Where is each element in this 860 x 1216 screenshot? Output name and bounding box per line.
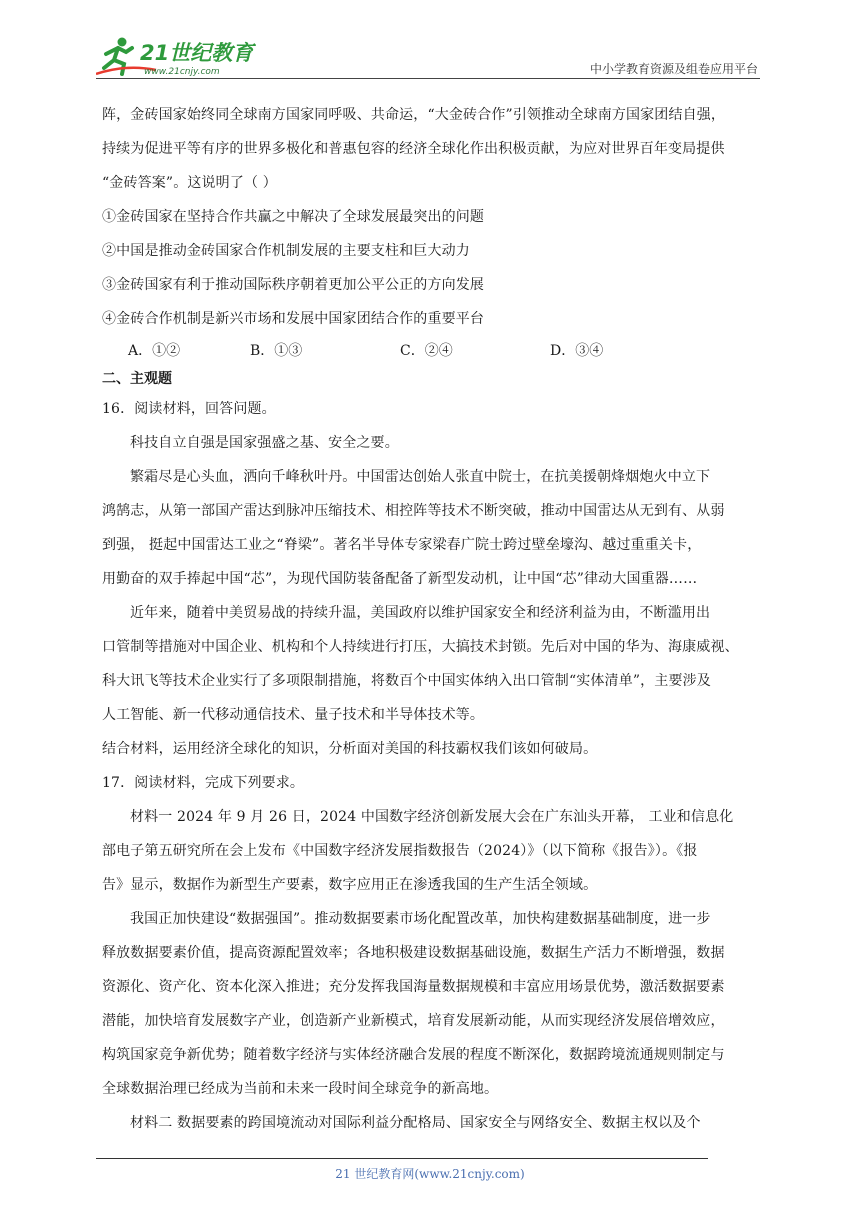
statement-2: ②中国是推动金砖国家合作机制发展的主要支柱和巨大动力 <box>102 243 470 259</box>
material-line: 材料一 2024 年 9 月 26 日，2024 中国数字经济创新发展大会在广东汕头开幕， 工业和信息化 <box>130 809 734 825</box>
material-line: 到强， 挺起中国雷达工业之“脊梁”。著名半导体专家梁春广院士跨过壁垒壕沟、越过重重关卡， <box>102 537 702 553</box>
statement-1: ①金砖国家在坚持合作共赢之中解决了全球发展最突出的问题 <box>102 209 485 225</box>
material-line: 科大讯飞等技术企业实行了多项限制措施，将数百个中国实体纳入出口管制“实体清单”，主要涉及 <box>102 673 711 689</box>
platform-name: 中小学教育资源及组卷应用平台 <box>589 62 758 76</box>
material-line: 近年来，随着中美贸易战的持续升温，美国政府以维护国家安全和经济利益为由，不断滥用出 <box>130 605 711 621</box>
material-line: 告》显示，数据作为新型生产要素，数字应用正在渗透我国的生产生活全领域。 <box>102 877 598 893</box>
statement-4: ④金砖合作机制是新兴市场和发展中国家团结合作的重要平台 <box>102 311 485 327</box>
option-d: D．③④ <box>550 343 604 359</box>
material-line: 释放数据要素价值，提高资源配置效率；各地积极建设数据基础设施，数据生产活力不断增强，数据 <box>102 945 725 961</box>
option-a: A．①② <box>128 343 181 359</box>
answer-options <box>102 336 766 366</box>
material-line: 部电子第五研究所在会上发布《中国数字经济发展指数报告（2024）》（以下简称《报告》）。《报 <box>102 843 698 859</box>
page-header <box>96 34 760 80</box>
svg-text:www.21cnjy.com: www.21cnjy.com <box>144 67 220 77</box>
question-ask: 结合材料，运用经济全球化的知识，分析面对美国的科技霸权我们该如何破局。 <box>102 741 598 757</box>
material-line: 人工智能、新一代移动通信技术、量子技术和半导体技术等。 <box>102 707 485 723</box>
question-text-line: 持续为促进平等有序的世界多极化和普惠包容的经济全球化作出积极贡献，为应对世界百年变局提供 <box>102 141 725 157</box>
option-b: B．①③ <box>250 343 303 359</box>
footer-text: 21 世纪教育网(www.21cnjy.com) <box>335 1167 525 1181</box>
question-text-line: 阵，金砖国家始终同全球南方国家同呼吸、共命运，“大金砖合作”引领推动全球南方国家团结自强， <box>102 107 726 123</box>
material-line: 繁霜尽是心头血，洒向千峰秋叶丹。中国雷达创始人张直中院士，在抗美援朝烽烟炮火中立下 <box>130 469 711 485</box>
material-line: 资源化、资产化、资本化深入推进；充分发挥我国海量数据规模和丰富应用场景优势，激活数据要素 <box>102 979 725 995</box>
question-17 <box>102 766 766 1140</box>
material-line: 我国正加快建设“数据强国”。推动数据要素市场化配置改革，加快构建数据基础制度，进一步 <box>130 911 711 927</box>
option-c: C．②④ <box>400 343 453 359</box>
question-16 <box>102 392 766 766</box>
header-divider <box>96 78 760 79</box>
material-line: 潜能，加快培育发展数字产业，创造新产业新模式，培育发展新动能，从而实现经济发展倍增效应， <box>102 1013 725 1029</box>
statement-3: ③金砖国家有利于推动国际秩序朝着更加公平公正的方向发展 <box>102 277 485 293</box>
material-line: 科技自立自强是国家强盛之基、安全之要。 <box>130 435 399 451</box>
material-line: 构筑国家竞争新优势；随着数字经济与实体经济融合发展的程度不断深化，数据跨境流通规则制定与 <box>102 1047 725 1063</box>
material-line: 口管制等措施对中国企业、机构和个人持续进行打压，大搞技术封锁。先后对中国的华为、海康威视、 <box>102 639 739 655</box>
question-15 <box>102 98 766 366</box>
logo-21cnjy <box>96 34 256 78</box>
material-line: 鸿鹄志，从第一部国产雷达到脉冲压缩技术、相控阵等技术不断突破，推动中国雷达从无到有、从弱 <box>102 503 725 519</box>
footer-divider <box>96 1158 708 1159</box>
material-line: 全球数据治理已经成为当前和未来一段时间全球竞争的新高地。 <box>102 1081 499 1097</box>
question-stem: 16．阅读材料，回答问题。 <box>102 401 276 417</box>
section-title: 二、主观题 <box>102 371 172 387</box>
document-body <box>102 98 766 1140</box>
material-line: 用勤奋的双手捧起中国“芯”，为现代国防装备配备了新型发动机，让中国“芯”律动大国重器…… <box>102 571 698 587</box>
question-text-line: “金砖答案”。这说明了（ ） <box>102 175 277 191</box>
question-stem: 17．阅读材料，完成下列要求。 <box>102 775 305 791</box>
svg-text:21世纪教育: 21世纪教育 <box>140 41 254 65</box>
material-line: 材料二 数据要素的跨国境流动对国际利益分配格局、国家安全与网络安全、数据主权以及个 <box>130 1115 701 1131</box>
